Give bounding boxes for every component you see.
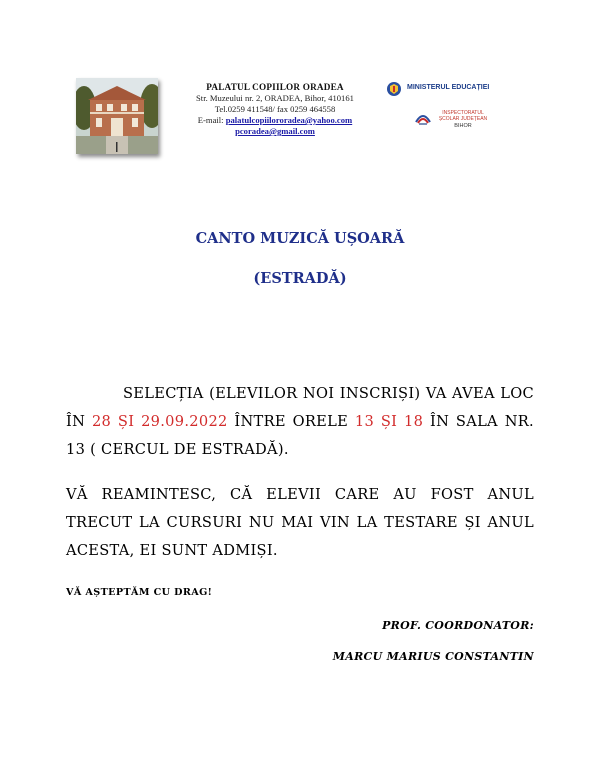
inspectorate-emblem-icon	[415, 112, 431, 126]
selection-dates: 28 ȘI 29.09.2022	[91, 413, 228, 430]
organization-email-row	[180, 115, 370, 126]
selection-announcement-paragraph	[66, 380, 534, 464]
paragraph-text: ÎN SALA NR. 13 ( CERCUL DE ESTRADĂ).	[66, 413, 534, 458]
paragraph-text: SELECȚIA (ELEVILOR NOI INSCRIȘI) VA AVEA LOC ÎN	[66, 385, 534, 430]
document-title: CANTO MUZICĂ UȘOARĂ	[195, 230, 405, 247]
reminder-paragraph: VĂ REAMINTESC, CĂ ELEVII CARE AU FOST ANUL TRECUT LA CURSURI NU MAI VIN LA TESTARE ȘI ANUL ACESTA, EI SUNT ADMIȘI.	[66, 486, 534, 559]
ministry-of-education-logo	[386, 81, 496, 97]
inspectorate-logo-county: BIHOR	[454, 123, 472, 129]
closing-line: VĂ AȘTEPTĂM CU DRAG!	[66, 587, 213, 598]
organization-info	[180, 82, 370, 137]
document-subtitle: (ESTRADĂ)	[253, 270, 347, 287]
organization-name: PALATUL COPIILOR ORADEA	[206, 82, 344, 92]
palace-building-photo	[76, 78, 158, 154]
signature-name: MARCU MARIUS CONSTANTIN	[332, 650, 534, 663]
email-link-gmail[interactable]: pcoradea@gmail.com	[235, 126, 315, 136]
email-label: E-mail:	[197, 115, 226, 125]
selection-hours: 13 ȘI 18	[354, 413, 424, 430]
school-inspectorate-logo	[415, 110, 495, 132]
ministry-logo-text: MINISTERUL EDUCAȚIEI	[407, 84, 490, 91]
signature-role: PROF. COORDONATOR:	[382, 619, 534, 632]
organization-address: Str. Muzeului nr. 2, ORADEA, Bihor, 410161	[196, 93, 354, 103]
inspectorate-logo-text: INSPECTORATUL ȘCOLAR JUDEȚEAN	[438, 110, 488, 122]
organization-phone: Tel.0259 411548/ fax 0259 464558	[214, 104, 336, 114]
paragraph-text: ÎNTRE ORELE	[227, 413, 355, 430]
ministry-emblem-icon	[386, 81, 404, 97]
email-link-yahoo[interactable]: palatulcopiilororadea@yahoo.com	[225, 115, 353, 125]
